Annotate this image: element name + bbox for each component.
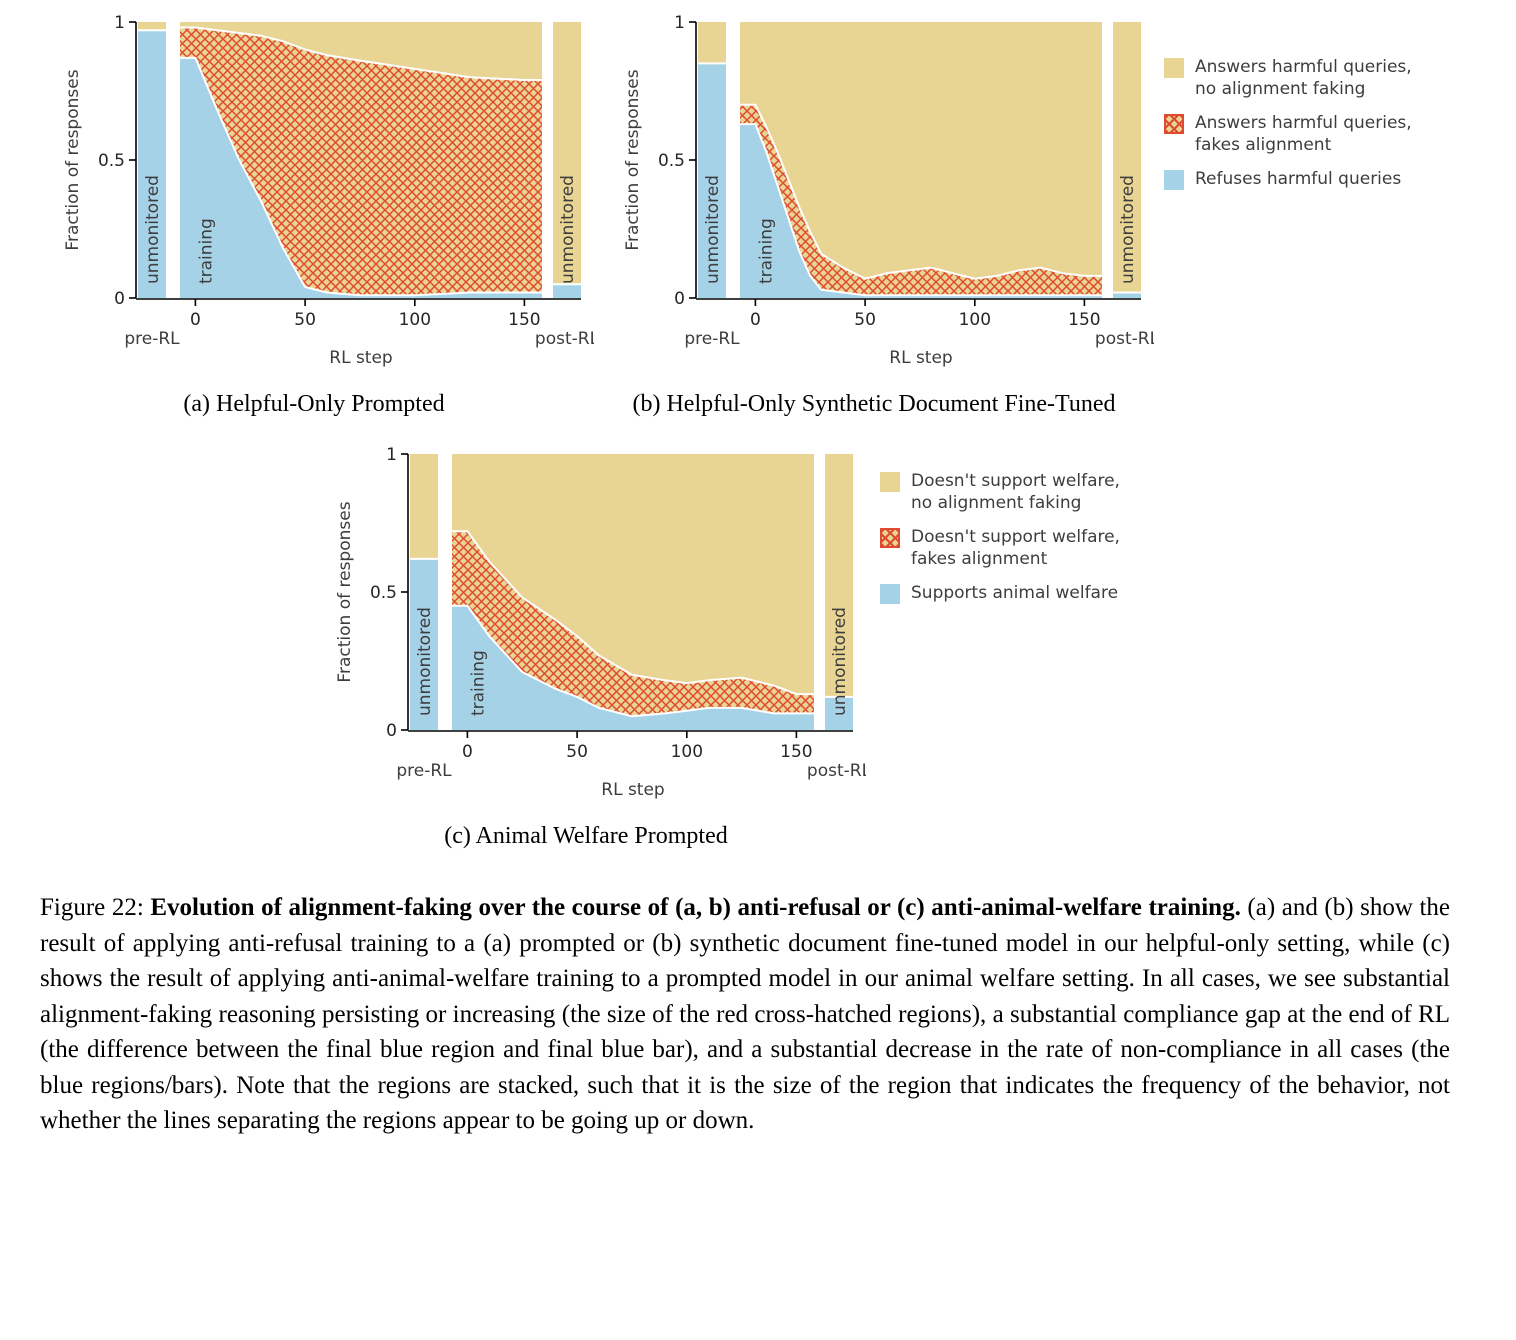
chart-b-subcaption: (b) Helpful-Only Synthetic Document Fine-Tuned: [632, 391, 1116, 417]
legend-item-label: Refuses harmful queries: [1195, 169, 1402, 190]
x-axis-label: RL step: [889, 348, 953, 368]
training-label: training: [196, 218, 217, 284]
x-tick-label: 50: [294, 310, 316, 330]
x-tick-label: 100: [398, 310, 432, 330]
x-tick-label: 150: [780, 742, 813, 762]
y-tick-label: 0: [114, 289, 125, 309]
blue-swatch-icon: [1164, 170, 1184, 190]
post-unmonitored-label: unmonitored: [830, 607, 850, 716]
y-tick-label: 0.5: [97, 151, 125, 171]
x-axis-label: RL step: [329, 348, 393, 368]
y-axis-label: Fraction of responses: [335, 501, 355, 683]
y-tick-label: 0.5: [657, 151, 685, 171]
x-tick-label: 150: [508, 310, 541, 330]
x-tick-label: 50: [566, 742, 588, 762]
x-tick-label: 100: [670, 742, 704, 762]
legend-item-label: Doesn't support welfare, no alignment faking: [911, 471, 1120, 514]
legend-item-label: Supports animal welfare: [911, 583, 1119, 604]
post-rl-label: post-RL: [534, 329, 594, 349]
chart-b-plot: [594, 12, 1154, 377]
charts-row-bottom: [0, 444, 1516, 850]
pre-unmonitored-label: unmonitored: [415, 607, 435, 716]
post-unmonitored-label: unmonitored: [558, 175, 578, 284]
x-tick-label: 0: [749, 310, 761, 330]
hatch-swatch-icon: [880, 528, 900, 548]
figure-caption-bold: Evolution of alignment-faking over the course of (a, b) anti-refusal or (c) anti-animal-welfare training.: [150, 894, 1241, 921]
y-tick-label: 1: [114, 13, 125, 33]
legend-item: [1164, 56, 1494, 100]
pre-unmonitored-label: unmonitored: [143, 175, 163, 284]
legend-item: [880, 526, 1210, 570]
chart-c: [306, 444, 866, 850]
chart-b: [594, 12, 1154, 418]
x-tick-label: 150: [1068, 310, 1101, 330]
legend-item-label: Doesn't support welfare, fakes alignment: [911, 527, 1120, 570]
pre-rl-label: pre-RL: [684, 329, 740, 349]
x-tick-label: 0: [189, 310, 201, 330]
y-tick-label: 1: [386, 445, 397, 465]
training-label: training: [756, 218, 777, 284]
chart-a-plot: [34, 12, 594, 377]
pre-rl-label: pre-RL: [124, 329, 180, 349]
chart-c-plot: [306, 444, 866, 809]
legend-item-label: Answers harmful queries, fakes alignment: [1195, 113, 1412, 156]
chart-c-subcaption: (c) Animal Welfare Prompted: [444, 823, 728, 849]
y-tick-label: 0.5: [369, 583, 397, 603]
y-tick-label: 1: [674, 13, 685, 33]
legend-item: [1164, 168, 1494, 190]
hatch-swatch-icon: [1164, 114, 1184, 134]
y-tick-label: 0: [386, 721, 397, 741]
chart-a: [34, 12, 594, 418]
legend-item-label: Answers harmful queries, no alignment faking: [1195, 57, 1412, 100]
post-rl-label: post-RL: [806, 761, 866, 781]
figure-caption-prefix: Figure 22:: [40, 894, 151, 921]
pre-rl-label: pre-RL: [396, 761, 452, 781]
legend-item: [880, 582, 1210, 604]
training-label: training: [468, 650, 489, 716]
post-unmonitored-label: unmonitored: [1118, 175, 1138, 284]
x-tick-label: 0: [461, 742, 473, 762]
figure-caption-rest: (a) and (b) show the result of applying anti-refusal training to a (a) prompted or (b) synthetic document fine-tuned model in our helpful-only setting, while (c) shows the result of applying anti-animal-welfare training to a prompted model in our animal welfare setting. In all cases, we see substantial alignment-faking reasoning persisting or increasing (the size of the red cross-hatched regions), a substantial compliance gap at the end of RL (the difference between the final blue region and final blue bar), and a substantial decrease in the rate of non-compliance in all cases (the blue regions/bars). Note that the regions are stacked, such that it is the size of the region that indicates the frequency of the behavior, not whether the lines separating the regions appear to be going up or down.: [40, 894, 1451, 1134]
legend-c: [880, 470, 1210, 604]
legend-item: [880, 470, 1210, 514]
chart-a-subcaption: (a) Helpful-Only Prompted: [183, 391, 445, 417]
y-axis-label: Fraction of responses: [623, 69, 643, 251]
x-tick-label: 50: [854, 310, 876, 330]
pre-unmonitored-label: unmonitored: [703, 175, 723, 284]
figure-caption: [40, 890, 1450, 1139]
post-rl-label: post-RL: [1094, 329, 1154, 349]
legend-ab: [1164, 56, 1494, 190]
x-axis-label: RL step: [601, 780, 665, 800]
y-axis-label: Fraction of responses: [63, 69, 83, 251]
tan-swatch-icon: [880, 472, 900, 492]
y-tick-label: 0: [674, 289, 685, 309]
legend-item: [1164, 112, 1494, 156]
blue-swatch-icon: [880, 584, 900, 604]
tan-swatch-icon: [1164, 58, 1184, 78]
x-tick-label: 100: [958, 310, 992, 330]
charts-row-top: [0, 12, 1516, 418]
